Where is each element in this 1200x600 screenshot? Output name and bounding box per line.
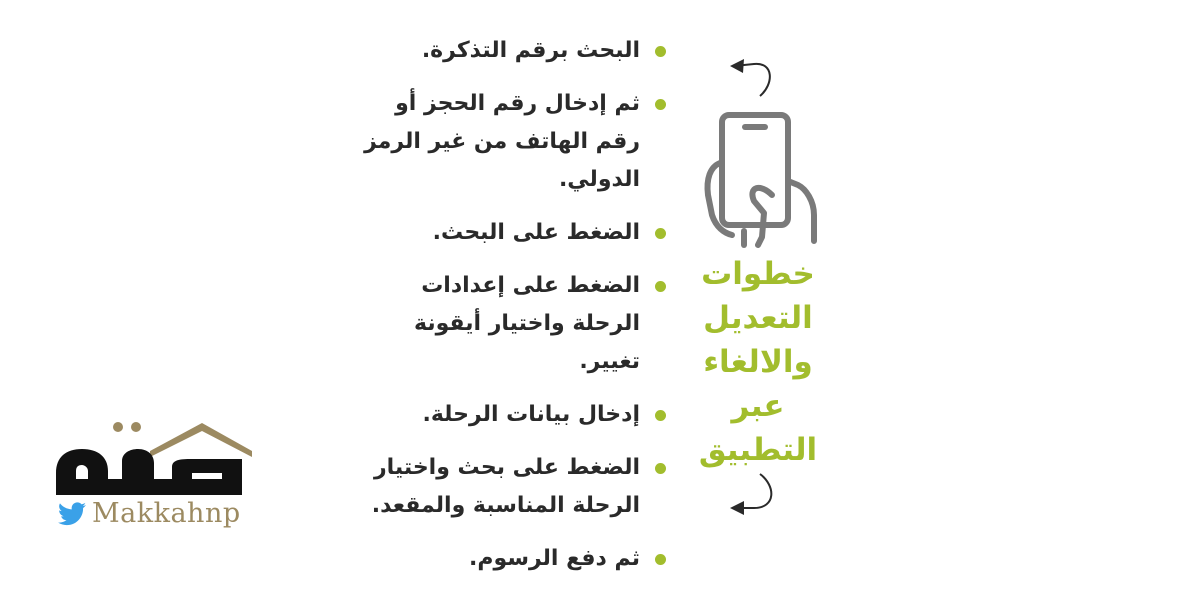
step-item [350,267,670,381]
step-text: الضغط على إعدادات الرحلة واختيار أيقونة تغيير. [414,273,640,374]
makkah-logo [52,415,262,505]
step-text: ثم إدخال رقم الحجز أو رقم الهاتف من غير الرمز الدولي. [364,91,640,192]
twitter-bird-icon [58,502,86,526]
bullet-dot [655,228,666,239]
step-text: البحث برقم التذكرة. [421,38,640,63]
step-item [350,540,670,578]
step-text: الضغط على البحث. [432,220,640,245]
curved-arrow-icon [724,52,784,102]
step-text: الضغط على بحث واختيار الرحلة المناسبة والمقعد. [371,455,640,518]
phone-in-hand-icon [698,105,828,255]
step-item [350,32,670,70]
social-handle[interactable] [58,498,241,529]
bullet-dot [655,410,666,421]
bullet-dot [655,99,666,110]
step-text: إدخال بيانات الرحلة. [422,402,640,427]
curved-arrow-icon [724,470,784,520]
bullet-dot [655,281,666,292]
steps-list [350,32,670,593]
step-text: ثم دفع الرسوم. [469,546,640,571]
step-item [350,85,670,199]
handle-text: Makkahnp [92,498,241,529]
step-item [350,396,670,434]
bullet-dot [655,46,666,57]
bullet-dot [655,463,666,474]
bullet-dot [655,554,666,565]
section-title: خطوات التعديل والالغاء عبر التطبيق [698,256,818,468]
step-item [350,449,670,525]
step-item [350,214,670,252]
